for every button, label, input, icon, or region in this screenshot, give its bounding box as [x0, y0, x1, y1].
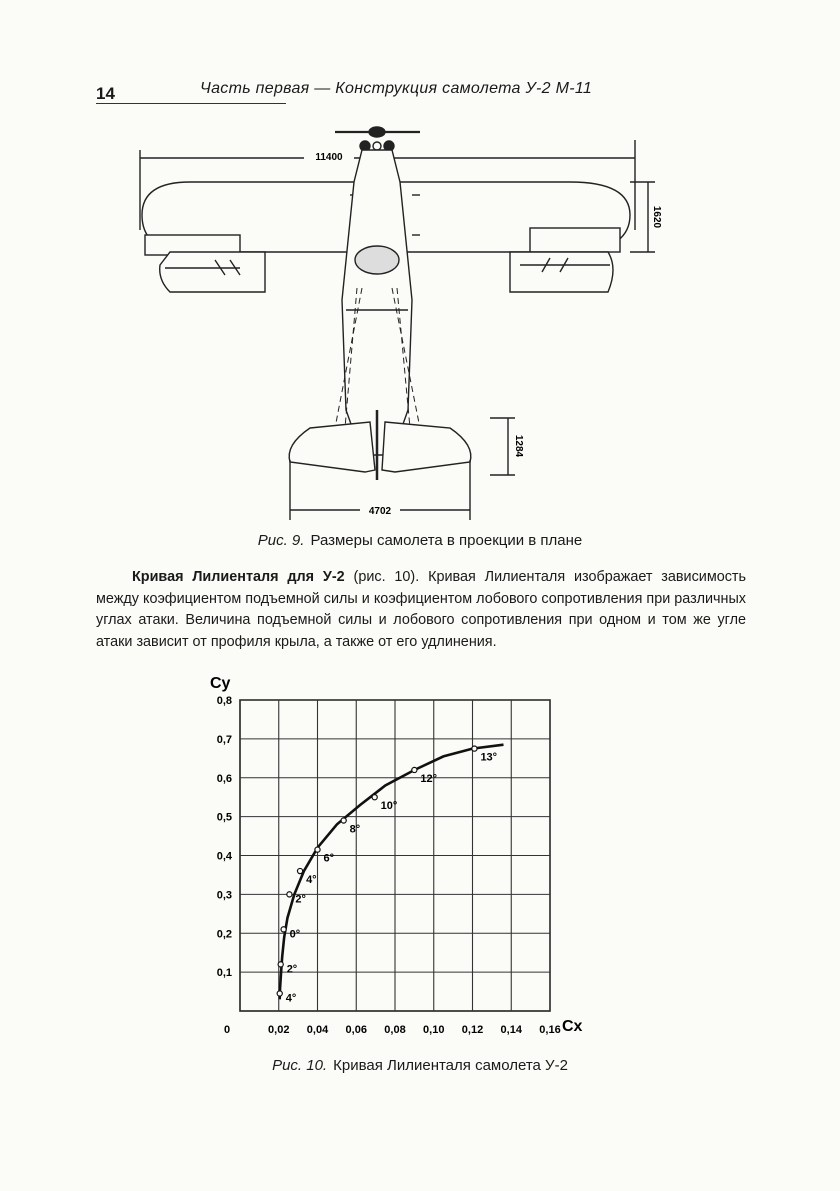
data-point-label: 2° — [295, 893, 306, 906]
data-point — [315, 847, 320, 852]
y-tick-label: 0,5 — [216, 811, 232, 824]
x-tick-label: 0,10 — [423, 1024, 445, 1036]
x-tick-label: 0,04 — [306, 1024, 329, 1036]
y-tick-label: 0,3 — [216, 889, 232, 902]
running-head: Часть первая — Конструкция самолета У-2 М-11 — [200, 80, 593, 97]
figure10-caption-text: Кривая Лилиенталя самолета У-2 — [333, 1057, 568, 1074]
dim-tail-chord-label: 1284 — [513, 434, 524, 458]
y-tick-label: 0,2 — [216, 928, 232, 941]
data-point — [372, 795, 377, 800]
data-point-label: 0° — [289, 928, 301, 941]
figure9-caption-text: Размеры самолета в проекции в плане — [310, 532, 583, 549]
figure10-caption — [0, 1057, 840, 1074]
data-point — [287, 892, 292, 897]
x-tick-label: 0,08 — [384, 1024, 406, 1036]
data-point-label: 6° — [323, 852, 335, 865]
figure9-caption-label: Рис. 9. — [257, 532, 305, 549]
data-point-label: 12° — [420, 772, 438, 785]
lower-wing-right — [510, 252, 613, 292]
data-point-label: 4° — [306, 874, 317, 887]
page-number: 14 — [96, 84, 115, 103]
x-tick-label: 0,12 — [461, 1024, 484, 1036]
x-tick-label: 0,14 — [500, 1024, 522, 1036]
data-point — [297, 868, 302, 873]
origin-label: 0 — [224, 1024, 231, 1036]
polar-curve — [280, 745, 504, 1000]
chart-ticks — [217, 695, 561, 1036]
header-rule — [96, 103, 286, 104]
data-point-label: 13° — [480, 751, 498, 764]
x-tick-label: 0,02 — [268, 1024, 290, 1036]
data-point-label: 8° — [349, 823, 361, 836]
y-tick-label: 0,4 — [216, 850, 232, 863]
data-point — [412, 767, 417, 772]
lower-wing-left — [160, 252, 265, 292]
y-tick-label: 0,6 — [216, 772, 232, 785]
body-paragraph — [96, 567, 746, 653]
data-point-label: 10° — [380, 800, 398, 813]
x-tick-label: 0,06 — [345, 1024, 367, 1036]
figure9-caption — [0, 532, 840, 549]
y-tick-label: 0,7 — [216, 733, 232, 746]
x-axis-label: Cx — [562, 1018, 583, 1035]
fuselage — [342, 150, 412, 455]
paragraph-lead: Кривая Лилиенталя для У-2 — [132, 569, 345, 585]
x-tick-label: 0,16 — [539, 1024, 561, 1036]
figure10-caption-label: Рис. 10. — [272, 1057, 328, 1074]
data-point — [278, 962, 283, 967]
y-tick-label: 0,8 — [216, 695, 232, 707]
data-point-label: 2° — [286, 963, 298, 976]
data-point-label: 4° — [285, 992, 297, 1005]
dim-wing-chord-text: 1620 — [651, 205, 662, 229]
tailplane-right — [382, 422, 471, 472]
tailplane-left — [289, 422, 375, 472]
data-point — [277, 991, 282, 996]
data-point — [281, 927, 286, 932]
y-axis-label: Cy — [210, 675, 231, 692]
paragraph-text: (рис. 10). Кривая Лилиенталя изображает зависимость между коэфициентом подъемной силы и коэфициентом лобового сопротивления при различных углах атаки. Величина подъемной силы и лобового сопротивления при одном и том же угле атаки зависит от профиля крыла, а также от его удлинения. — [96, 569, 747, 650]
dim-tail-span-label: 4702 — [368, 506, 392, 517]
airplane-plan-drawing — [130, 110, 670, 528]
dim-span-label: 11400 — [315, 152, 343, 163]
lilienthal-chart — [195, 668, 615, 1048]
y-tick-label: 0,1 — [216, 967, 232, 980]
data-point — [472, 746, 477, 751]
data-point — [341, 818, 346, 823]
